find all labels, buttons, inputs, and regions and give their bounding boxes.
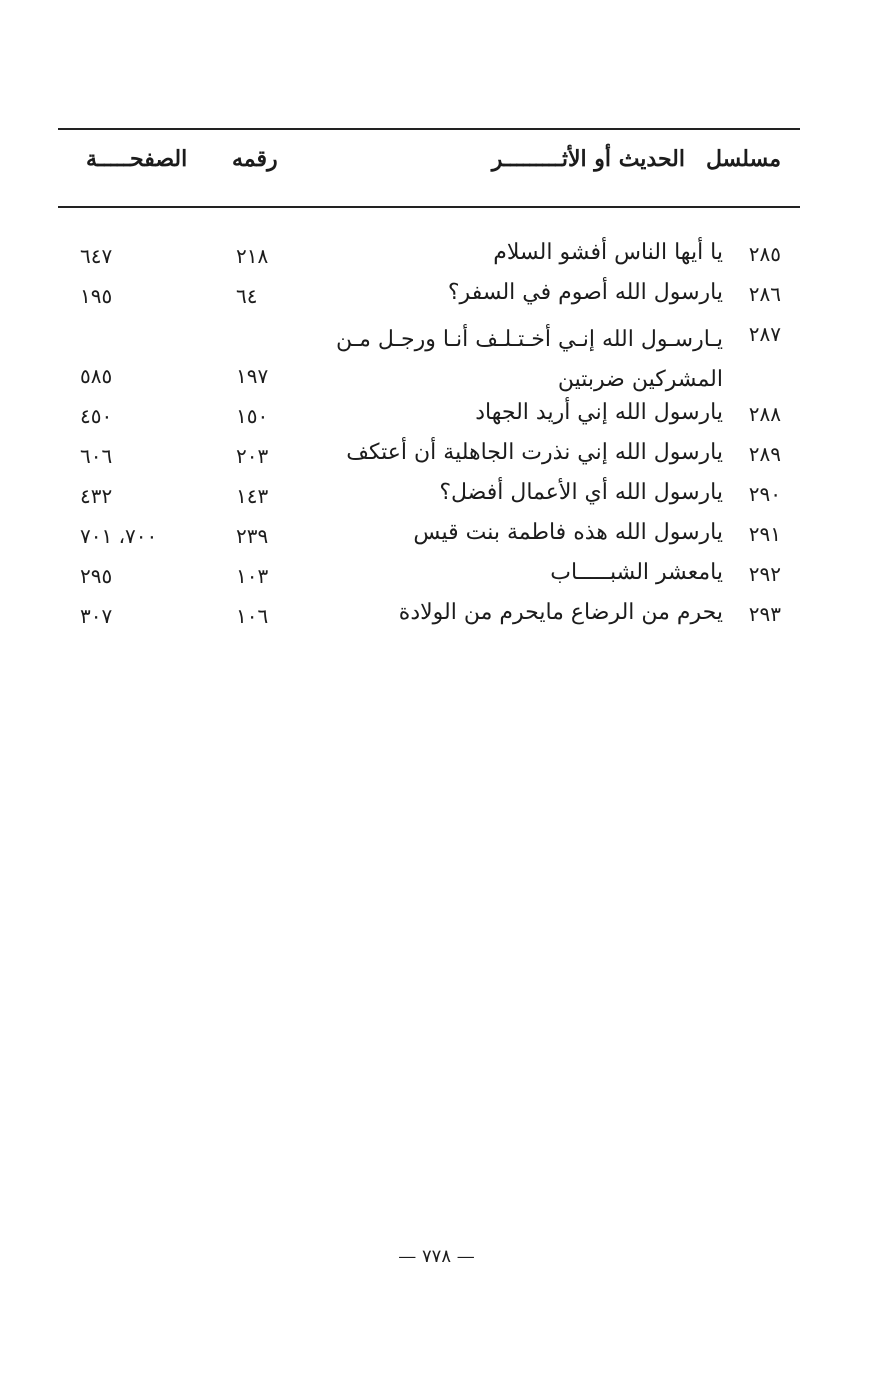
table-row — [0, 600, 873, 640]
row-serial: ٢٩١ — [748, 522, 781, 546]
row-number: ١٠٣ — [236, 564, 269, 588]
table-row — [0, 280, 873, 320]
row-hadith-text: يارسول الله هذه فاطمة بنت قيس — [413, 520, 723, 545]
row-page: ١٩٥ — [80, 284, 113, 308]
row-number: ٢٠٣ — [236, 444, 269, 468]
header-page: الصفحـــــة — [86, 146, 188, 172]
row-serial: ٢٨٥ — [748, 242, 781, 266]
row-page: ٧٠٠، ٧٠١ — [80, 524, 158, 548]
row-serial: ٢٩٣ — [748, 602, 781, 626]
row-number: ١٤٣ — [236, 484, 269, 508]
row-hadith-text: يامعشر الشبـــــاب — [550, 560, 723, 585]
header-top-rule — [58, 128, 800, 130]
row-page: ٦٤٧ — [80, 244, 113, 268]
row-hadith-text: يارسول الله إني نذرت الجاهلية أن أعتكف — [346, 440, 723, 465]
table-row — [0, 440, 873, 480]
table-row — [0, 400, 873, 440]
header-bottom-rule — [58, 206, 800, 208]
row-number: ١٠٦ — [236, 604, 269, 628]
row-number: ٢١٨ — [236, 244, 269, 268]
row-serial: ٢٩٢ — [748, 562, 781, 586]
header-serial: مسلسل — [706, 146, 781, 172]
row-number: ٢٣٩ — [236, 524, 269, 548]
table-row — [0, 520, 873, 560]
row-serial: ٢٨٩ — [748, 442, 781, 466]
row-hadith-text: يا أيها الناس أفشو السلام — [493, 240, 723, 265]
row-page: ٦٠٦ — [80, 444, 113, 468]
row-number: ١٩٧ — [236, 364, 269, 388]
row-hadith-text: يحرم من الرضاع مايحرم من الولادة — [398, 600, 723, 625]
row-number: ١٥٠ — [236, 404, 269, 428]
row-page: ٤٥٠ — [80, 404, 113, 428]
index-table-body — [0, 240, 873, 640]
row-serial: ٢٩٠ — [748, 482, 781, 506]
table-row — [0, 480, 873, 520]
row-hadith-text: يارسول الله إني أريد الجهاد — [475, 400, 723, 425]
row-hadith-text: يـارسـول الله إنـي أخـتـلـف أنـا ورجـل مـن المشركين ضربتين — [335, 327, 723, 392]
header-number: رقمه — [232, 146, 278, 172]
row-page: ٥٨٥ — [80, 364, 113, 388]
page-number: — ٧٧٨ — — [398, 1246, 475, 1267]
row-serial: ٢٨٨ — [748, 402, 781, 426]
row-page: ٤٣٢ — [80, 484, 113, 508]
header-hadith: الحديث أو الأثـــــــــر — [491, 146, 685, 172]
row-page: ٣٠٧ — [80, 604, 113, 628]
row-number: ٦٤ — [236, 284, 258, 308]
table-row — [0, 320, 873, 400]
row-serial: ٢٨٧ — [748, 322, 781, 346]
row-hadith-text: يارسول الله أصوم في السفر؟ — [447, 280, 723, 305]
row-page: ٢٩٥ — [80, 564, 113, 588]
table-row — [0, 560, 873, 600]
row-hadith-text: يارسول الله أي الأعمال أفضل؟ — [439, 480, 723, 505]
table-row — [0, 240, 873, 280]
table-header — [0, 146, 873, 186]
row-serial: ٢٨٦ — [748, 282, 781, 306]
